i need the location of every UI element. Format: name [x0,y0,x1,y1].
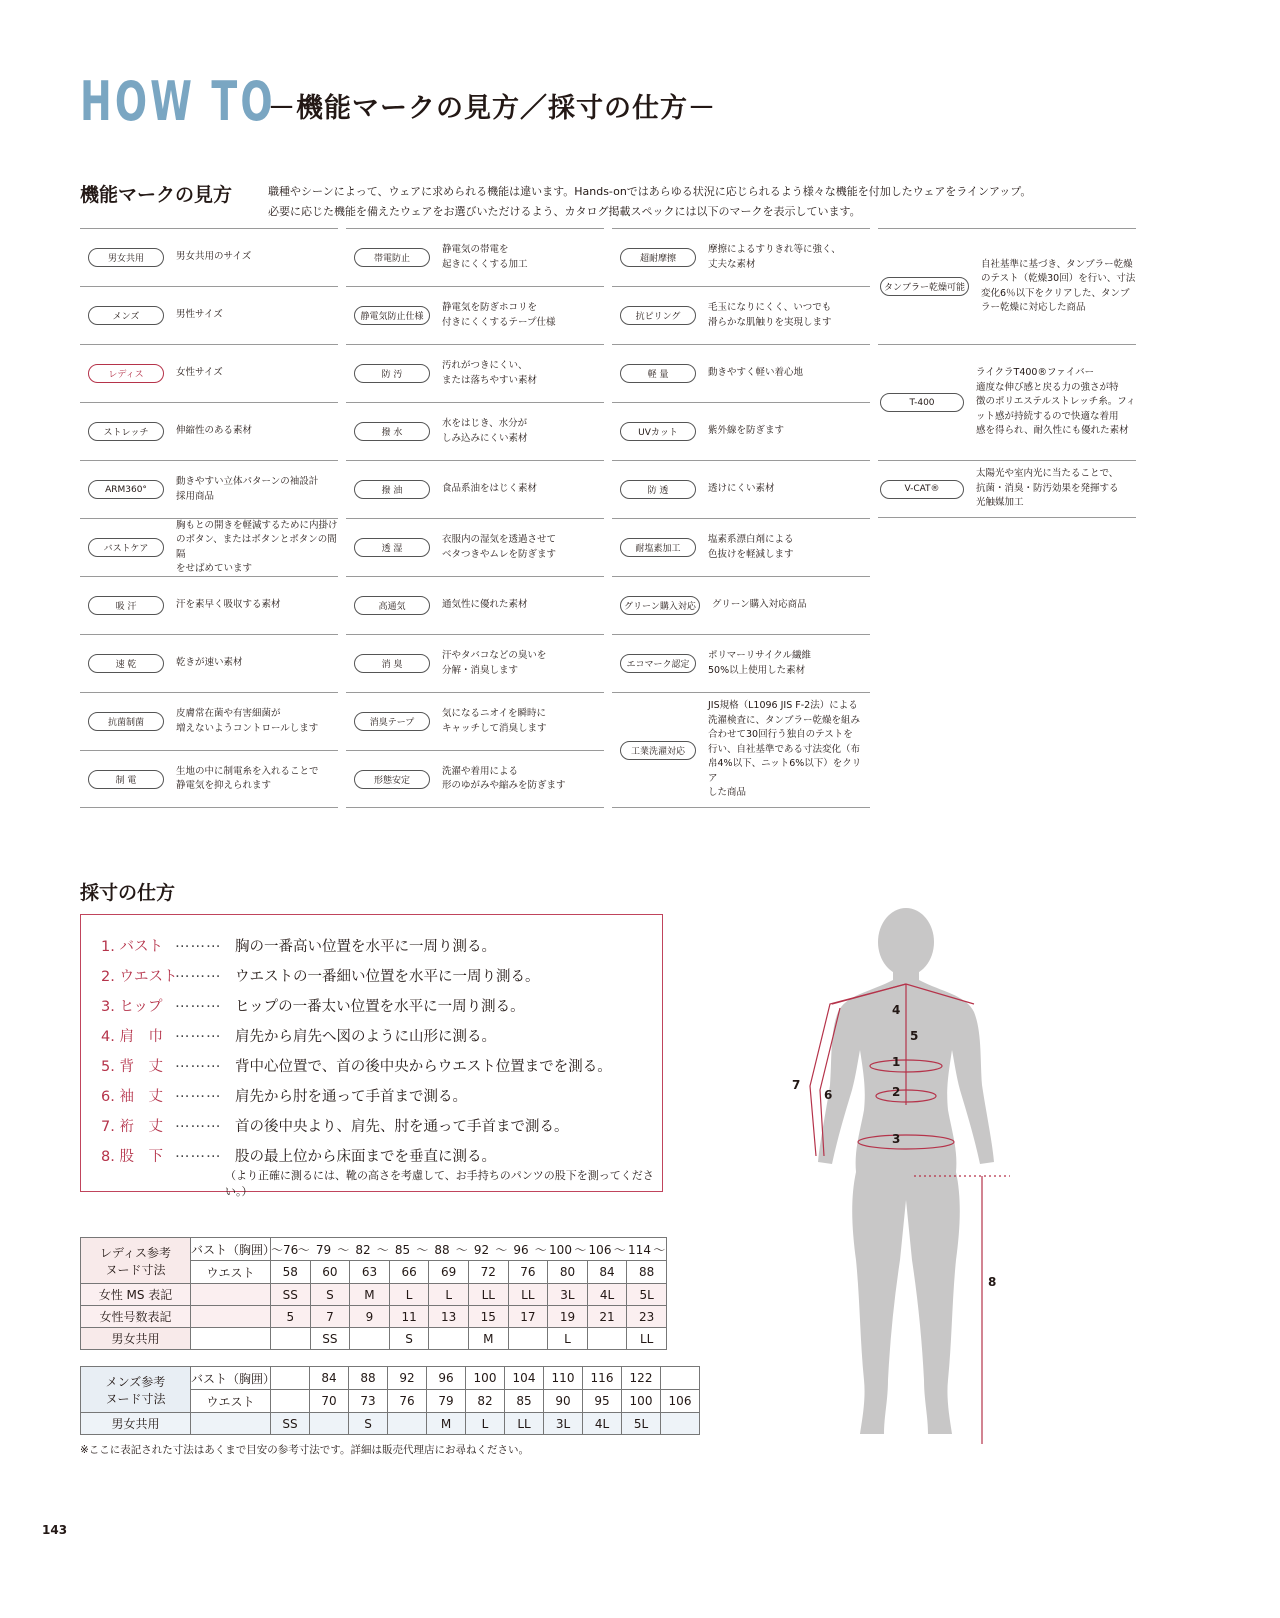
table-cell: M [468,1328,508,1350]
mark-description: 男性サイズ [176,309,223,321]
mark-badge: 防 透 [620,480,696,499]
table-cell: 100 [466,1367,505,1390]
table-cell [587,1328,627,1350]
mark-description: 静電気を防ぎホコリを 付きにくくするテープ仕様 [442,302,556,328]
mens-size-table [80,1366,700,1435]
row-spacer [191,1306,271,1328]
bust-range-part: ～ [613,1242,626,1257]
table-cell: S [349,1413,388,1435]
row-header: 男女共用 [81,1328,191,1350]
mark-row [80,460,338,518]
page-number: 143 [42,1523,68,1537]
table-cell: 88 [349,1367,388,1390]
table-cell: 85 [505,1390,544,1413]
fig-label-1: 1 [892,1055,901,1069]
mark-row [878,228,1136,344]
mark-row [612,460,870,518]
mark-description: 通気性に優れた素材 [442,599,528,611]
mark-row [346,634,604,692]
mark-badge: ARM360° [88,480,164,499]
measure-item [101,965,540,986]
table-cell: 21 [587,1306,627,1328]
bust-range-part: 82 [355,1242,371,1257]
table-cell: 116 [583,1367,622,1390]
mark-description: 紫外線を防ぎます [708,425,785,437]
table-cell: 73 [349,1390,388,1413]
mark-badge: メンズ [88,306,164,325]
table-cell: 19 [548,1306,588,1328]
table-cell: 5L [627,1284,667,1306]
mark-description: 衣服内の湿気を透過させて ベタつきやムレを防ぎます [442,534,557,560]
bust-range-part: ～ [416,1242,429,1257]
table-cell: S [310,1284,350,1306]
row-header: 女性 MS 表記 [81,1284,191,1306]
fig-label-8: 8 [988,1275,997,1289]
mark-description: 胸もとの開きを軽減するために内掛け のボタン、またはボタンとボタンの間隔 をせばめています [176,519,338,574]
measure-item [101,1055,612,1076]
measure-item-num: 1. バスト [101,939,163,955]
table-cell: 76 [508,1261,548,1284]
marks-intro [268,182,1148,222]
mark-description: 洗濯や着用による 形のゆがみや縮みを防ぎます [442,765,566,791]
mark-row [80,634,338,692]
measure-item-text: 首の後中央より、肩先、肘を通って手首まで測る。 [235,1119,569,1135]
table-cell: 95 [583,1390,622,1413]
mark-description: JIS規格（L1096 JIS F-2法）による 洗濯検査に、タンブラー乾燥を組み 合わせて30回行う独自のテストを 行い、自社基準である寸法変化（布 帛4%以下、ニット6%以下）をクリア した商品 [708,700,862,799]
measure-item-text: 肩先から肩先へ図のように山形に測る。 [235,1029,496,1045]
mark-description: 食品系油をはじく素材 [442,483,538,495]
measure-item [101,1145,496,1166]
fig-label-2: 2 [892,1085,901,1099]
mark-badge: 男女共用 [88,248,164,267]
mark-description: 自社基準に基づき、タンブラー乾燥 のテスト（乾燥30回）を行い、寸法 変化6％以下をクリアした、タンブ ラー乾燥に対応した商品 [981,258,1136,313]
table-cell: 76 [388,1390,427,1413]
mark-badge: 消臭テープ [354,712,430,731]
mark-badge: タンブラー乾燥可能 [880,277,969,296]
table-cell: L [466,1413,505,1435]
mark-description: 透けにくい素材 [708,483,775,495]
mark-row [612,692,870,808]
marks-column-2 [346,228,604,808]
mark-badge: T-400 [880,393,964,412]
table-cell: 90 [544,1390,583,1413]
row-header: 男女共用 [81,1413,191,1435]
table-cell: 70 [310,1390,349,1413]
table-cell: 9 [350,1306,390,1328]
table-cell: 4L [587,1284,627,1306]
table-cell: 96 [427,1367,466,1390]
mark-description: 静電気の帯電を 起きにくくする加工 [442,244,528,270]
table-cell: SS [310,1328,350,1350]
mark-row [80,286,338,344]
mark-row [80,344,338,402]
measure-item [101,1115,569,1136]
bust-range-part: 114 [628,1242,651,1257]
measure-item-text: ウエストの一番細い位置を水平に一周り測る。 [235,969,540,985]
fig-label-7: 7 [792,1078,801,1092]
mark-row [80,692,338,750]
table-cell [508,1328,548,1350]
mark-row [346,286,604,344]
measure-item [101,935,496,956]
mark-description: 乾きが速い素材 [176,657,243,669]
mark-row [346,750,604,808]
mark-row [612,634,870,692]
table-cell [661,1367,700,1390]
measure-item-num: 7. 裄 丈 [101,1119,163,1135]
mark-row [878,344,1136,460]
mark-badge: UVカット [620,422,696,441]
table-cell: 11 [389,1306,429,1328]
table-cell: L [548,1328,588,1350]
table-cell: 72 [468,1261,508,1284]
table-cell: 5L [622,1413,661,1435]
row-spacer [191,1413,271,1435]
bust-range-part: ～ [574,1242,587,1257]
table-header: メンズ参考 ヌード寸法 [81,1367,191,1413]
mark-badge: 抗ピリング [620,306,696,325]
table-cell: 7 [310,1306,350,1328]
bust-range-part: ～ [495,1242,508,1257]
table-cell: SS [271,1413,310,1435]
bust-range-part: 106 [588,1242,612,1257]
mark-row [878,460,1136,518]
table-cell: 82 [466,1390,505,1413]
bust-range-part: 92 [473,1242,490,1257]
mark-badge: 撥 水 [354,422,430,441]
measure-item-dots: ……… [175,965,222,981]
mark-description: 動きやすく軽い着心地 [708,367,804,379]
intro-line-1: 職種やシーンによって、ウェアに求められる機能は違います。Hands-onではあらゆる状況に応じられるよう様々な機能を付加したウェアをラインアップ。 [268,185,1032,198]
table-cell: 104 [505,1367,544,1390]
marks-column-3 [612,228,870,808]
measure-item-dots: ……… [175,1145,222,1161]
table-cell [661,1413,700,1435]
table-cell: 84 [587,1261,627,1284]
measure-item-num: 8. 股 下 [101,1149,163,1165]
measure-item-dots: ……… [175,1025,222,1041]
table-cell: 66 [389,1261,429,1284]
mark-description: 汚れがつきにくい、 または落ちやすい素材 [442,360,538,386]
mark-badge: 軽 量 [620,364,696,383]
row-header: 女性号数表記 [81,1306,191,1328]
mark-badge: バストケア [88,538,164,557]
row-label: ウエスト [191,1261,271,1284]
mark-row [346,576,604,634]
marks-column-1 [80,228,338,808]
mark-row [346,460,604,518]
table-cell: 15 [468,1306,508,1328]
measure-item [101,995,525,1016]
table-cell: 122 [622,1367,661,1390]
measure-item-num: 5. 背 丈 [101,1059,163,1075]
table-cell: 23 [627,1306,667,1328]
measure-instructions-box [80,914,663,1198]
marks-column-4 [878,228,1136,518]
mark-badge: 制 電 [88,770,164,789]
table-cell: 69 [429,1261,469,1284]
mark-description: 男女共用のサイズ [176,251,252,263]
mark-row [612,228,870,286]
mark-row [346,344,604,402]
mark-description: ポリマーリサイクル繊維 50%以上使用した素材 [708,650,811,676]
mark-description: 皮膚常在菌や有害細菌が 増えないようコントロールします [176,708,319,734]
mark-badge: 高通気 [354,596,430,615]
table-cell: 58 [271,1261,311,1284]
mark-description: 汗を素早く吸収する素材 [176,599,281,611]
measure-item [101,1085,467,1106]
mark-badge: 消 臭 [354,654,430,673]
mark-description: 太陽光や室内光に当たることで、 抗菌・消臭・防汚効果を発揮する 光触媒加工 [976,468,1119,509]
table-cell: 79 [427,1390,466,1413]
table-cell [310,1413,349,1435]
mark-row [80,576,338,634]
measure-item-text: ヒップの一番太い位置を水平に一周り測る。 [235,999,525,1015]
mark-description: 水をはじき、水分が しみ込みにくい素材 [442,418,528,444]
intro-line-2: 必要に応じた機能を備えたウェアをお選びいただけるよう、カタログ掲載スペックには以下のマークを表示しています。 [268,205,861,218]
table-cell [429,1328,469,1350]
measure-note: （より正確に測るには、靴の高さを考慮して、お手持ちのパンツの股下を測ってください。） [225,1169,654,1198]
mark-badge: グリーン購入対応 [620,596,700,615]
measure-item-text: 背中心位置で、首の後中央からウエスト位置までを測る。 [235,1059,612,1075]
mark-badge: 速 乾 [88,654,164,673]
table-cell: 88 [627,1261,667,1284]
table-cell [271,1367,310,1390]
mark-description: 塩素系漂白剤による 色抜けを軽減します [708,534,794,560]
mark-row [346,692,604,750]
table-cell: SS [271,1284,311,1306]
page-subtitle: －機能マークの見方／採寸の仕方－ [268,93,716,124]
measure-item-dots: ……… [175,995,222,1011]
fig-label-6: 6 [824,1088,833,1102]
table-cell: LL [468,1284,508,1306]
row-label: バスト（胸囲） [191,1238,271,1261]
table-cell: 100 [622,1390,661,1413]
measure-item-dots: ……… [175,935,222,951]
table-cell [271,1328,311,1350]
mark-row [612,344,870,402]
mark-description: 気になるニオイを瞬時に キャッチして消臭します [442,708,547,734]
measure-item-num: 3. ヒップ [101,999,163,1015]
mark-badge: レディス [88,364,164,383]
measure-item-num: 6. 袖 丈 [101,1089,163,1105]
table-cell: 63 [350,1261,390,1284]
row-label: ウエスト [191,1390,271,1413]
mark-badge: 透 湿 [354,538,430,557]
ladies-size-table [80,1237,667,1350]
bust-range-part: ～ [337,1242,350,1257]
table-cell: 17 [508,1306,548,1328]
mark-description: ライクラT400®ファイバー 適度な伸び感と戻る力の強さが特 徴のポリエステルストレッチ糸。フィ ット感が持続するので快適な着用 感を得られ、耐久性にも優れた素材 [976,367,1136,437]
measure-item [101,1025,496,1046]
fig-label-5: 5 [910,1029,919,1043]
bust-range-part: 88 [434,1242,450,1257]
howto-title: HOW TO [80,70,276,133]
table-cell: 106 [661,1390,700,1413]
mark-description: 生地の中に制電糸を入れることで 静電気を抑えられます [176,765,319,791]
table-cell: LL [627,1328,667,1350]
mark-row [80,402,338,460]
table-cell: 110 [544,1367,583,1390]
mark-description: 汗やタバコなどの臭いを 分解・消臭します [442,650,547,676]
measure-item-text: 肩先から肘を通って手首まで測る。 [235,1089,467,1105]
bust-range-part: ～ [297,1242,310,1257]
bust-range-part: 85 [394,1242,411,1257]
bust-range-part: ～76 [271,1242,299,1257]
marks-section-title: 機能マークの見方 [80,184,233,206]
footnote: ※ここに表記された寸法はあくまで目安の参考寸法です。詳細は販売代理店にお尋ねください。 [80,1444,529,1456]
table-cell: 80 [548,1261,588,1284]
mark-row [80,228,338,286]
fig-label-4: 4 [892,1003,901,1017]
row-label: バスト（胸囲） [191,1367,271,1390]
table-cell: 3L [544,1413,583,1435]
mark-badge: 吸 汗 [88,596,164,615]
mark-description: 毛玉になりにくく、いつでも 滑らかな肌触りを実現します [708,302,832,328]
mark-badge: 形態安定 [354,770,430,789]
fig-label-3: 3 [892,1132,901,1146]
bust-range-part: ～ [455,1242,468,1257]
table-cell: S [389,1328,429,1350]
table-cell: L [389,1284,429,1306]
mark-row [346,518,604,576]
table-cell: LL [505,1413,544,1435]
mark-badge: エコマーク認定 [620,654,696,673]
mark-row [346,228,604,286]
mark-description: 女性サイズ [176,367,223,379]
bust-range-part: 100 [549,1242,572,1257]
table-cell: 92 [388,1367,427,1390]
measure-item-dots: ……… [175,1115,222,1131]
bust-range-part: ～ [376,1242,389,1257]
table-cell: 5 [271,1306,311,1328]
mark-row [80,750,338,808]
bust-range-part: 79 [315,1242,332,1257]
table-cell [350,1328,390,1350]
table-cell: 84 [310,1367,349,1390]
table-cell [388,1413,427,1435]
measure-item-dots: ……… [175,1055,222,1071]
table-cell: 13 [429,1306,469,1328]
mark-description: 摩擦によるすりきれ等に強く、 丈夫な素材 [708,244,841,270]
table-header: レディス参考 ヌード寸法 [81,1238,191,1284]
bust-range-part: ～ [534,1242,547,1257]
mark-badge: 超耐摩擦 [620,248,696,267]
table-cell: M [350,1284,390,1306]
mark-badge: 抗菌制菌 [88,712,164,731]
table-cell: LL [508,1284,548,1306]
table-cell [271,1390,310,1413]
mark-row [80,518,338,576]
mark-badge: ストレッチ [88,422,164,441]
mark-badge: V-CAT® [880,480,964,499]
mark-row [612,518,870,576]
row-spacer [191,1284,271,1306]
measure-section-title: 採寸の仕方 [80,882,176,904]
bust-range-part: ～ [653,1242,666,1257]
measure-item-num: 2. ウエスト [101,969,178,985]
mark-description: 動きやすい立体パターンの袖設計 採用商品 [176,476,319,502]
mark-description: 伸縮性のある素材 [176,425,253,437]
table-cell: L [429,1284,469,1306]
mark-row [612,576,870,634]
mark-row [346,402,604,460]
mark-row [612,402,870,460]
table-cell: 4L [583,1413,622,1435]
mark-badge: 撥 油 [354,480,430,499]
table-cell: M [427,1413,466,1435]
table-cell: 60 [310,1261,350,1284]
mark-badge: 工業洗濯対応 [620,741,696,760]
mark-badge: 帯電防止 [354,248,430,267]
measure-item-text: 股の最上位から床面までを垂直に測る。 [235,1149,496,1165]
bust-range-part: 96 [513,1242,529,1257]
bust-ranges [271,1238,667,1261]
mark-row [612,286,870,344]
measure-item-text: 胸の一番高い位置を水平に一周り測る。 [235,939,496,955]
table-cell: 3L [548,1284,588,1306]
mark-badge: 耐塩素加工 [620,538,696,557]
measure-item-num: 4. 肩 巾 [101,1029,163,1045]
mark-description: グリーン購入対応商品 [711,599,807,611]
body-figure [760,900,1060,1460]
mark-badge: 静電気防止仕様 [354,306,430,325]
mark-badge: 防 汚 [354,364,430,383]
measure-item-dots: ……… [175,1085,222,1101]
row-spacer [191,1328,271,1350]
